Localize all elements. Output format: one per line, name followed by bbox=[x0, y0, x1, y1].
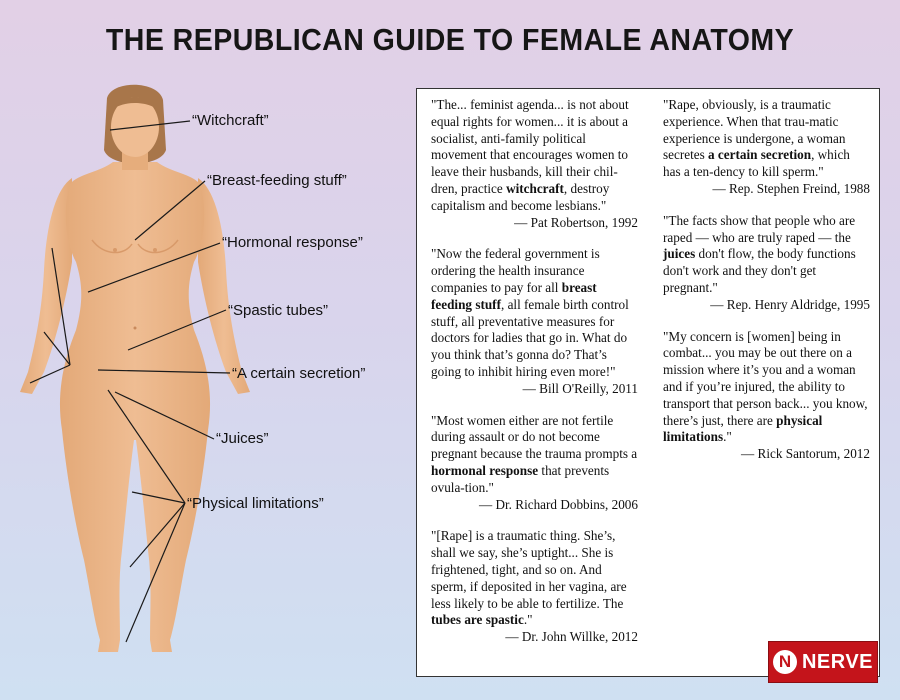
nerve-logo-icon: N bbox=[773, 650, 797, 674]
label-spastic-tubes: “Spastic tubes” bbox=[228, 302, 329, 319]
attribution: — Rick Santorum, 2012 bbox=[741, 446, 870, 462]
quotes-column-left bbox=[431, 97, 638, 661]
body-silhouette bbox=[20, 85, 250, 652]
quote-willke-part1: "[Rape] is a traumatic thing. She’s, shall we say, she’s uptight... She is frightened, tight, and so on. And sperm, if deposited in her vagina, are less likely to be able to fertilize. The tubes are spastic." — Dr. John Willke, 2012 bbox=[431, 528, 638, 645]
quote-freind: "Rape, obviously, is a traumatic experience. When that trau-matic experience is undergone, a woman secretes a certain secretion, which has a ten-dency to kill sperm." — Rep. Stephen Freind, 1988 bbox=[663, 97, 870, 196]
label-juices: “Juices” bbox=[216, 430, 269, 447]
quote-oreilly: "Now the federal government is ordering the health insurance companies to pay for all breast feeding stuff, all female birth control stuff, all preventative measures for doctors for ladies that go in. What do you think that’s gonna do? That’s going to inhibit hiring even more!" — Bill O'Reilly, 2011 bbox=[431, 246, 638, 396]
left-arm bbox=[20, 178, 72, 394]
nerve-logo bbox=[768, 641, 878, 683]
quote-aldridge: "The facts show that people who are raped — who are truly raped — the juices don't flow, the body functions don't work and they don't get pregnant." — Rep. Henry Aldridge, 1995 bbox=[663, 212, 870, 312]
quote-dobbins: "Most women either are not fertile during assault or do not become pregnant because the trauma prompts a hormonal response that prevents ovula-tion." — Dr. Richard Dobbins, 2006 bbox=[431, 412, 638, 512]
label-witchcraft: “Witchcraft” bbox=[192, 112, 269, 129]
attribution: — Bill O'Reilly, 2011 bbox=[522, 380, 638, 396]
label-a-certain-secretion: “A certain secretion” bbox=[232, 365, 366, 382]
attribution: — Dr. Richard Dobbins, 2006 bbox=[479, 496, 638, 512]
quote-robertson: "The... feminist agenda... is not about equal rights for women... it is about a socialist, anti-family political movement that encourages women to leave their husbands, kill their chil-dren, practice witchcraft, destroy capitalism and become lesbians." — Pat Robertson, 1992 bbox=[431, 97, 638, 230]
attribution: — Rep. Henry Aldridge, 1995 bbox=[710, 296, 870, 312]
quote-santorum: "My concern is [women] being in combat... you may be out there on a mission where it’s you and a woman and if you’re injured, the ability to transport that person back... you know, there’s just, there are physical limitations." — Rick Santorum, 2012 bbox=[663, 328, 870, 462]
attribution: — Pat Robertson, 1992 bbox=[514, 214, 638, 230]
quotes-panel bbox=[416, 88, 880, 677]
torso bbox=[60, 162, 210, 652]
label-hormonal-response: “Hormonal response” bbox=[222, 234, 363, 251]
attribution: — Rep. Stephen Freind, 1988 bbox=[712, 180, 870, 196]
right-arm bbox=[198, 178, 250, 394]
page-title: THE REPUBLICAN GUIDE TO FEMALE ANATOMY bbox=[105, 22, 795, 57]
quotes-column-right bbox=[663, 97, 870, 478]
label-breast-feeding-stuff: “Breast-feeding stuff” bbox=[207, 172, 347, 189]
nerve-logo-text: NERVE bbox=[801, 650, 874, 673]
attribution: — Dr. John Willke, 2012 bbox=[505, 629, 638, 645]
label-physical-limitations: “Physical limitations” bbox=[187, 495, 324, 512]
female-body-illustration bbox=[0, 0, 415, 700]
